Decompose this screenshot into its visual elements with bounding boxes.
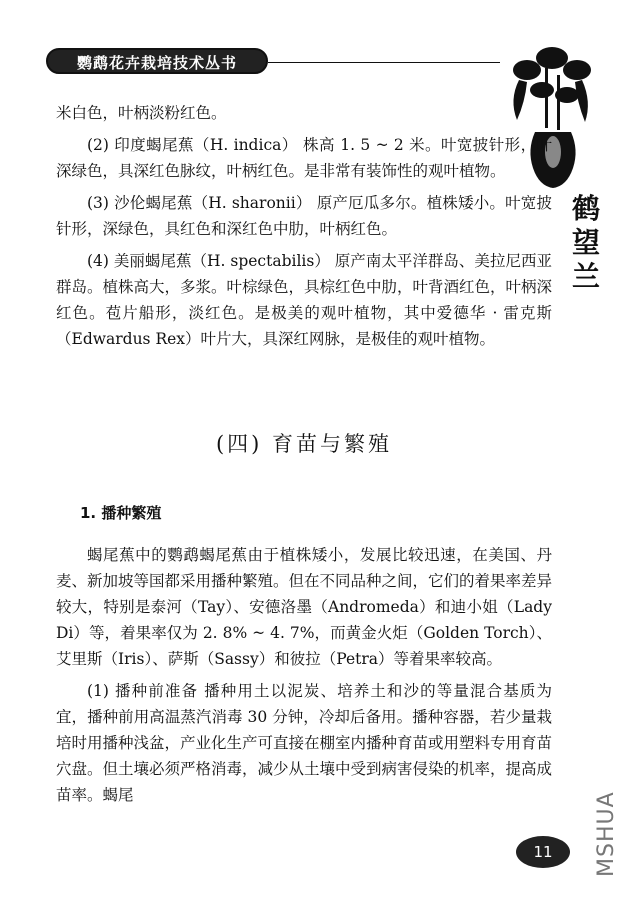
body-text-bottom <box>56 500 552 814</box>
body-text-top <box>56 100 552 358</box>
paragraph: (4) 美丽蝎尾蕉（H. spectabilis） 原产南太平洋群岛、美拉尼西亚群岛。植株高大，多浆。叶棕绿色，具棕红色中肋，叶背酒红色，叶柄深红色。苞片船形，淡红色。是极美的观叶植物，其中爱德华 · 雷克斯（Edwardus Rex）叶片大，具深红网脉，是极佳的观叶植物。 <box>56 252 553 348</box>
side-char: 望 <box>571 226 600 259</box>
series-title-banner: 鹦鹉花卉栽培技术丛书 <box>46 48 268 74</box>
paragraph: (1) 播种前准备 播种用土以泥炭、培养土和沙的等量混合基质为宜，播种前用高温蒸汽消毒 30 分钟，冷却后备用。播种容器，若少量栽培时用播种浅盆，产业化生产可直接在棚室内播种育苗或用塑料专用育苗穴盘。但土壤必须严格消毒，减少从土壤中受到病害侵染的机率，提高成苗率。蝎尾 <box>56 682 553 804</box>
section-heading: (四) 育苗与繁殖 <box>215 432 393 456</box>
side-char: 鹤 <box>571 192 600 225</box>
page-number: 11 <box>516 836 570 868</box>
side-chapter-label <box>566 192 606 294</box>
side-char: 兰 <box>571 260 600 293</box>
paragraph: (3) 沙伦蝎尾蕉（H. sharonii） 原产厄瓜多尔。植株矮小。叶宽披针形，深绿色，具红色和深红色中肋，叶柄红色。 <box>56 194 552 238</box>
paragraph: 米白色，叶柄淡粉红色。 <box>56 104 227 122</box>
subsection-heading: 1. 播种繁殖 <box>80 504 162 522</box>
paragraph: 蝎尾蕉中的鹦鹉蝎尾蕉由于植株矮小，发展比较迅速，在美国、丹麦、新加坡等国都采用播种繁殖。但在不同品种之间，它们的着果率差异较大，特别是泰河（Tay）、安德洛墨（Andromeda）和迪小姐（Lady Di）等，着果率仅为 2. 8% ~ 4. 7%，而黄金火炬（Golden Torch）、艾里斯（Iris）、萨斯（Sassy）和彼拉（Petra）等着果率较高。 <box>56 546 553 668</box>
header-rule <box>268 62 500 63</box>
paragraph: (2) 印度蝎尾蕉（H. indica） 株高 1. 5 ~ 2 米。叶宽披针形，叶深绿色，具深红色脉纹，叶柄红色。是非常有装饰性的观叶植物。 <box>56 136 552 180</box>
watermark: MSHUA <box>594 791 619 877</box>
